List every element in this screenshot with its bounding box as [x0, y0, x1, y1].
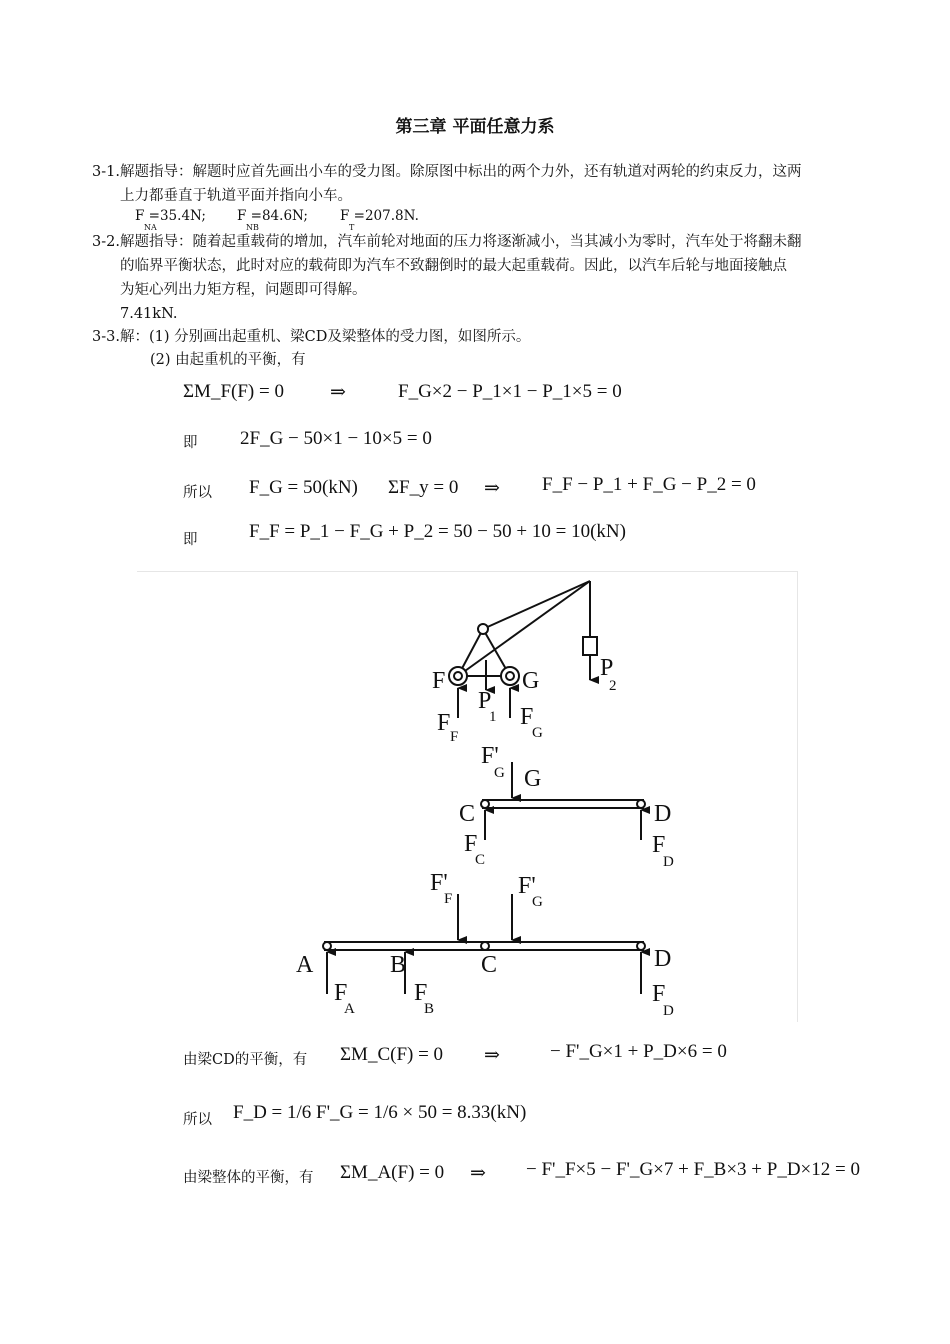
pin-d — [637, 800, 645, 808]
eq4: F_F = P_1 − F_G + P_2 = 50 − 50 + 10 = 10(kN) — [249, 521, 626, 542]
label-d-cd: D — [654, 801, 672, 827]
problem-3-1-line1: 3-1.解题指导：解题时应首先画出小车的受力图。除原图中标出的两个力外，还有轨道对两轮的约束反力，这两 — [92, 164, 802, 180]
eq5-left: ΣM_C(F) = 0 — [340, 1044, 444, 1065]
label-ji-1: 即 — [183, 435, 198, 451]
implies-1: ⇒ — [330, 382, 346, 403]
beam-cd — [483, 800, 643, 808]
pin-c — [481, 800, 489, 808]
label-fc-sub: C — [475, 852, 486, 868]
eq3-c: F_F − P_1 + F_G − P_2 = 0 — [542, 474, 756, 495]
implies-2: ⇒ — [484, 478, 500, 499]
label-c-whole: C — [481, 952, 498, 978]
eq5-right: − F'_G×1 + P_D×6 = 0 — [550, 1041, 727, 1062]
problem-3-2-line1: 3-2.解题指导：随着起重载荷的增加，汽车前轮对地面的压力将逐渐减小，当其减小为零时，汽车处于将翻未翻 — [92, 234, 802, 250]
label-fd-whole-sub: D — [663, 1003, 674, 1019]
eq3-b: ΣF_y = 0 — [388, 477, 459, 498]
label-fb: F — [414, 980, 428, 1006]
label-fc: F — [464, 831, 478, 857]
implies-4: ⇒ — [470, 1163, 486, 1184]
eq7-left: ΣM_A(F) = 0 — [340, 1162, 445, 1183]
pin-d-whole — [637, 942, 645, 950]
label-crane-g: G — [522, 668, 540, 694]
label-ji-2: 即 — [183, 532, 198, 548]
label-whole-balance: 由梁整体的平衡，有 — [183, 1170, 314, 1186]
label-suoyi-1: 所以 — [183, 485, 212, 501]
beam-whole-diagram — [323, 894, 645, 994]
label-fa-sub: A — [344, 1001, 355, 1017]
answer-3-1-fnb: F =84.6N; NB — [237, 208, 308, 232]
beam-cd-diagram — [481, 762, 645, 840]
label-fa: F — [334, 980, 348, 1006]
label-fpf-sub: F — [444, 891, 453, 907]
crane-boom-top — [483, 581, 590, 629]
problem-3-2-line3: 为矩心列出力矩方程，问题即可得解。 — [120, 282, 367, 298]
problem-3-1-line2: 上力都垂直于轨道平面并指向小车。 — [120, 188, 352, 204]
label-fpg-whole-sub: G — [532, 894, 543, 910]
pin-a — [323, 942, 331, 950]
label-fb-sub: B — [424, 1001, 435, 1017]
label-a: A — [296, 952, 314, 978]
label-fpf: F' — [430, 870, 448, 896]
label-fg-sub: G — [532, 725, 543, 741]
label-fpg-cd: F' — [481, 743, 499, 769]
eq2: 2F_G − 50×1 − 10×5 = 0 — [240, 428, 432, 449]
label-suoyi-2: 所以 — [183, 1112, 212, 1128]
label-fpg-whole: F' — [518, 873, 536, 899]
label-ff: F — [437, 710, 451, 736]
problem-3-2-line2: 的临界平衡状态，此时对应的载荷即为汽车不致翻倒时的最大起重载荷。因此，以汽车后轮与地面接触点 — [120, 258, 787, 274]
eq1-left: ΣM_F(F) = 0 — [183, 381, 284, 402]
pin-c-whole — [481, 942, 489, 950]
label-p2: P — [600, 655, 614, 681]
label-p2-sub: 2 — [609, 678, 617, 694]
eq6: F_D = 1/6 F'_G = 1/6 × 50 = 8.33(kN) — [233, 1102, 527, 1123]
label-fd-whole: F — [652, 981, 666, 1007]
label-cd-balance: 由梁CD的平衡，有 — [183, 1052, 308, 1068]
label-d-whole: D — [654, 946, 672, 972]
label-fd-cd: F — [652, 832, 666, 858]
answer-3-1-ft: F =207.8N. T — [340, 208, 419, 232]
eq7-right: − F'_F×5 − F'_G×7 + F_B×3 + P_D×12 = 0 — [526, 1159, 860, 1180]
answer-3-1-fna: F =35.4N; NA — [135, 208, 206, 232]
label-p1-sub: 1 — [489, 709, 497, 725]
eq3-a: F_G = 50(kN) — [249, 477, 358, 498]
label-p1: P — [478, 688, 492, 714]
crane-hook-block — [583, 637, 597, 655]
implies-3: ⇒ — [484, 1045, 500, 1066]
label-b: B — [390, 952, 407, 978]
label-c-cd: C — [459, 801, 476, 827]
crane-diagram — [449, 581, 597, 718]
crane-pin — [478, 624, 488, 634]
label-fg: F — [520, 704, 534, 730]
label-fd-cd-sub: D — [663, 854, 674, 870]
answer-3-2: 7.41kN. — [120, 306, 178, 322]
eq1-right: F_G×2 − P_1×1 − P_1×5 = 0 — [398, 381, 622, 402]
label-crane-f: F — [432, 668, 446, 694]
problem-3-3-line1: 3-3.解：(1) 分别画出起重机、梁CD及梁整体的受力图，如图所示。 — [92, 329, 531, 345]
label-fpg-cd-sub: G — [494, 765, 505, 781]
label-g-cd: G — [524, 766, 542, 792]
problem-3-3-line2: (2) 由起重机的平衡，有 — [150, 352, 306, 368]
label-ff-sub: F — [450, 729, 459, 745]
page-title: 第三章 平面任意力系 — [395, 117, 555, 137]
